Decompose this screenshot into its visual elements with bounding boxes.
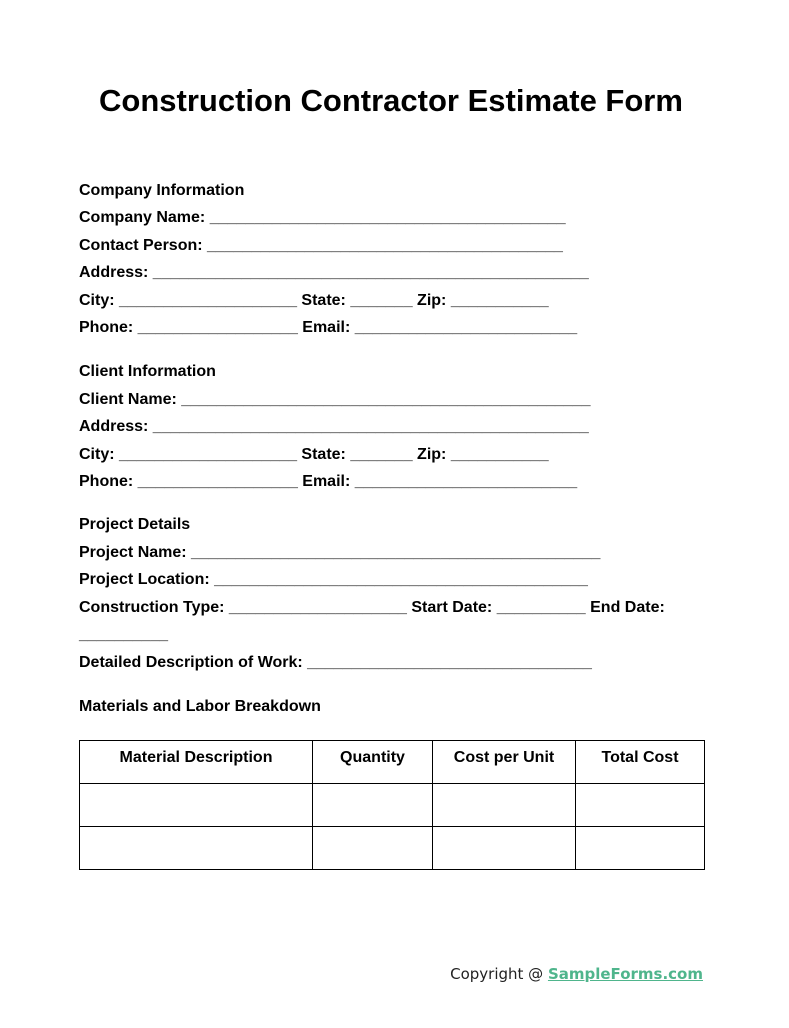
client-address-field[interactable]: Address: _________________________________________________ — [79, 418, 589, 435]
table-row — [80, 827, 705, 870]
copyright-notice — [450, 965, 703, 983]
company-phone-email-field[interactable]: Phone: __________________ Email: _________________________ — [79, 319, 578, 336]
breakdown-heading: Materials and Labor Breakdown — [79, 698, 321, 715]
table-cell[interactable] — [433, 784, 576, 827]
table-cell[interactable] — [80, 784, 313, 827]
col-quantity: Quantity — [313, 741, 433, 784]
project-name-field[interactable]: Project Name: ______________________________________________ — [79, 544, 601, 561]
sampleforms-link[interactable]: SampleForms.com — [547, 965, 703, 983]
table-cell[interactable] — [433, 827, 576, 870]
company-address-field[interactable]: Address: _________________________________________________ — [79, 264, 589, 281]
table-cell[interactable] — [313, 827, 433, 870]
table-cell[interactable] — [576, 784, 705, 827]
end-date-field-continuation[interactable]: __________ — [79, 626, 168, 643]
table-row — [80, 784, 705, 827]
materials-labor-table — [79, 740, 705, 870]
table-header-row — [80, 741, 705, 784]
construction-type-dates-field[interactable]: Construction Type: ____________________ Start Date: __________ End Date: — [79, 599, 665, 616]
work-description-field[interactable]: Detailed Description of Work: ________________________________ — [79, 654, 592, 671]
client-info-heading: Client Information — [79, 363, 216, 380]
client-city-state-zip-field[interactable]: City: ____________________ State: _______ Zip: ___________ — [79, 446, 549, 463]
client-phone-email-field[interactable]: Phone: __________________ Email: _________________________ — [79, 473, 578, 490]
table-cell[interactable] — [80, 827, 313, 870]
col-total-cost: Total Cost — [576, 741, 705, 784]
contact-person-field[interactable]: Contact Person: ________________________________________ — [79, 237, 563, 254]
col-cost-per-unit: Cost per Unit — [433, 741, 576, 784]
page-title: Construction Contractor Estimate Form — [99, 83, 683, 118]
col-material-description: Material Description — [80, 741, 313, 784]
project-details-heading: Project Details — [79, 516, 191, 533]
project-location-field[interactable]: Project Location: __________________________________________ — [79, 571, 588, 588]
table-cell[interactable] — [313, 784, 433, 827]
company-info-heading: Company Information — [79, 182, 245, 199]
company-name-field[interactable]: Company Name: ________________________________________ — [79, 209, 566, 226]
company-city-state-zip-field[interactable]: City: ____________________ State: _______ Zip: ___________ — [79, 292, 549, 309]
client-name-field[interactable]: Client Name: ______________________________________________ — [79, 391, 591, 408]
table-cell[interactable] — [576, 827, 705, 870]
copyright-prefix: Copyright @ — [450, 965, 548, 983]
